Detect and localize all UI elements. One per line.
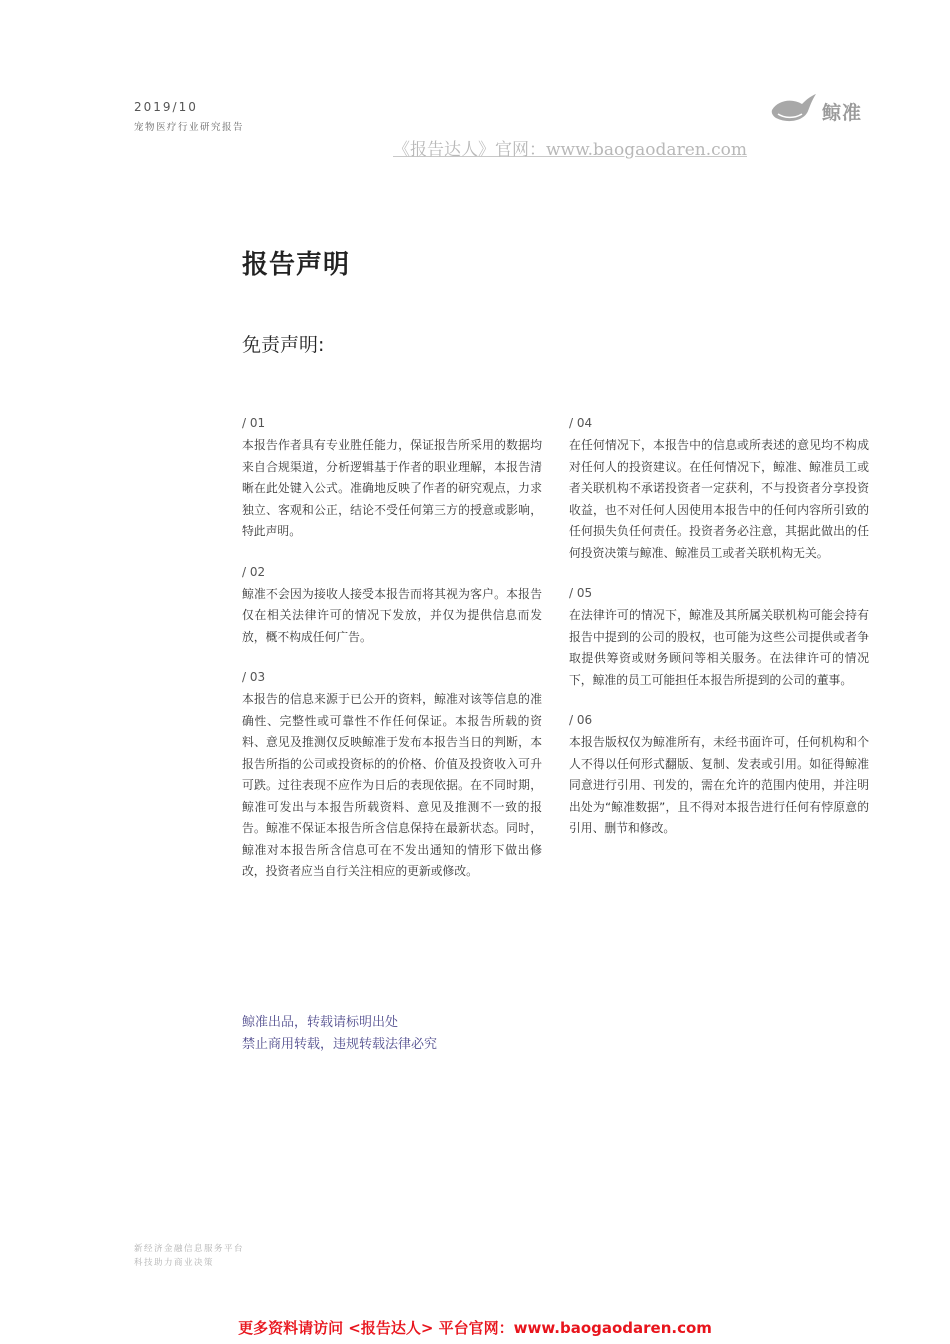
section-number: / 01 [242, 416, 266, 430]
left-column [242, 414, 542, 903]
right-column [569, 414, 869, 860]
section-text: 在法律许可的情况下，鲸准及其所属关联机构可能会持有报告中提到的公司的股权，也可能为这些公司提供或者争取提供筹资或财务顾问等相关服务。在法律许可的情况下，鲸准的员工可能担任本报告所提到的公司的董事。 [569, 608, 869, 687]
disclaimer-section [242, 668, 542, 883]
disclaimer-section [569, 414, 869, 564]
report-type: 宠物医疗行业研究报告 [134, 122, 245, 133]
section-text: 本报告版权仅为鲸准所有，未经书面许可，任何机构和个人不得以任何形式翻版、复制、发表或引用。如征得鲸准同意进行引用、刊发的，需在允许的范围内使用，并注明出处为“鲸准数据”，且不得对本报告进行任何有悖原意的引用、删节和修改。 [569, 735, 869, 835]
section-text: 本报告的信息来源于已公开的资料，鲸准对该等信息的准确性、完整性或可靠性不作任何保证。本报告所载的资料、意见及推测仅反映鲸准于发布本报告当日的判断，本报告所指的公司或投资标的的价格、价值及投资收入可升可跌。过往表现不应作为日后的表现依据。在不同时期，鲸准可发出与本报告所载资料、意见及推测不一致的报告。鲸准不保证本报告所含信息保持在最新状态。同时，鲸准对本报告所含信息可在不发出通知的情形下做出修改，投资者应当自行关注相应的更新或修改。 [242, 692, 542, 878]
section-text: 本报告作者具有专业胜任能力，保证报告所采用的数据均来自合规渠道，分析逻辑基于作者的职业理解，本报告清晰在此处键入公式。准确地反映了作者的研究观点，力求独立、客观和公正，结论不受任何第三方的授意或影响，特此声明。 [242, 438, 542, 538]
footer-tagline: 新经济金融信息服务平台 [134, 1244, 245, 1254]
footer-tagline: 科技助力商业决策 [134, 1258, 215, 1268]
brand-logo [770, 92, 870, 128]
disclaimer-section [569, 711, 869, 840]
logo-text: 鲸准 [822, 102, 863, 124]
section-subtitle: 免责声明: [242, 334, 325, 356]
section-number: / 04 [569, 416, 593, 430]
notice-line: 鲸准出品，转载请标明出处 [242, 1015, 399, 1030]
copyright-notice [242, 1012, 437, 1056]
watermark-link[interactable]: 《报告达人》官网：www.baogaodaren.com [393, 140, 747, 160]
disclaimer-section [242, 563, 542, 649]
section-number: / 02 [242, 564, 266, 579]
section-number: / 06 [569, 713, 593, 727]
whale-icon [770, 94, 818, 124]
notice-line: 禁止商用转载，违规转载法律必究 [242, 1037, 438, 1052]
promo-link[interactable]: 更多资料请访问 <报告达人> 平台官网：www.baogaodaren.com [238, 1319, 712, 1337]
report-date: 2019/10 [134, 100, 198, 114]
section-text: 在任何情况下，本报告中的信息或所表述的意见均不构成对任何人的投资建议。在任何情况下，鲸准、鲸准员工或者关联机构不承诺投资者一定获利，不与投资者分享投资收益，也不对任何人因使用本报告中的任何内容所引致的任何损失负任何责任。投资者务必注意，其据此做出的任何投资决策与鲸准、鲸准员工或者关联机构无关。 [569, 438, 869, 560]
disclaimer-section [242, 414, 542, 543]
disclaimer-section [569, 584, 869, 691]
page-title: 报告声明 [242, 250, 351, 280]
section-number: / 05 [569, 586, 593, 600]
section-text: 鲸准不会因为接收人接受本报告而将其视为客户。本报告仅在相关法律许可的情况下发放，并仅为提供信息而发放，概不构成任何广告。 [242, 586, 542, 644]
section-number: / 03 [242, 670, 266, 684]
